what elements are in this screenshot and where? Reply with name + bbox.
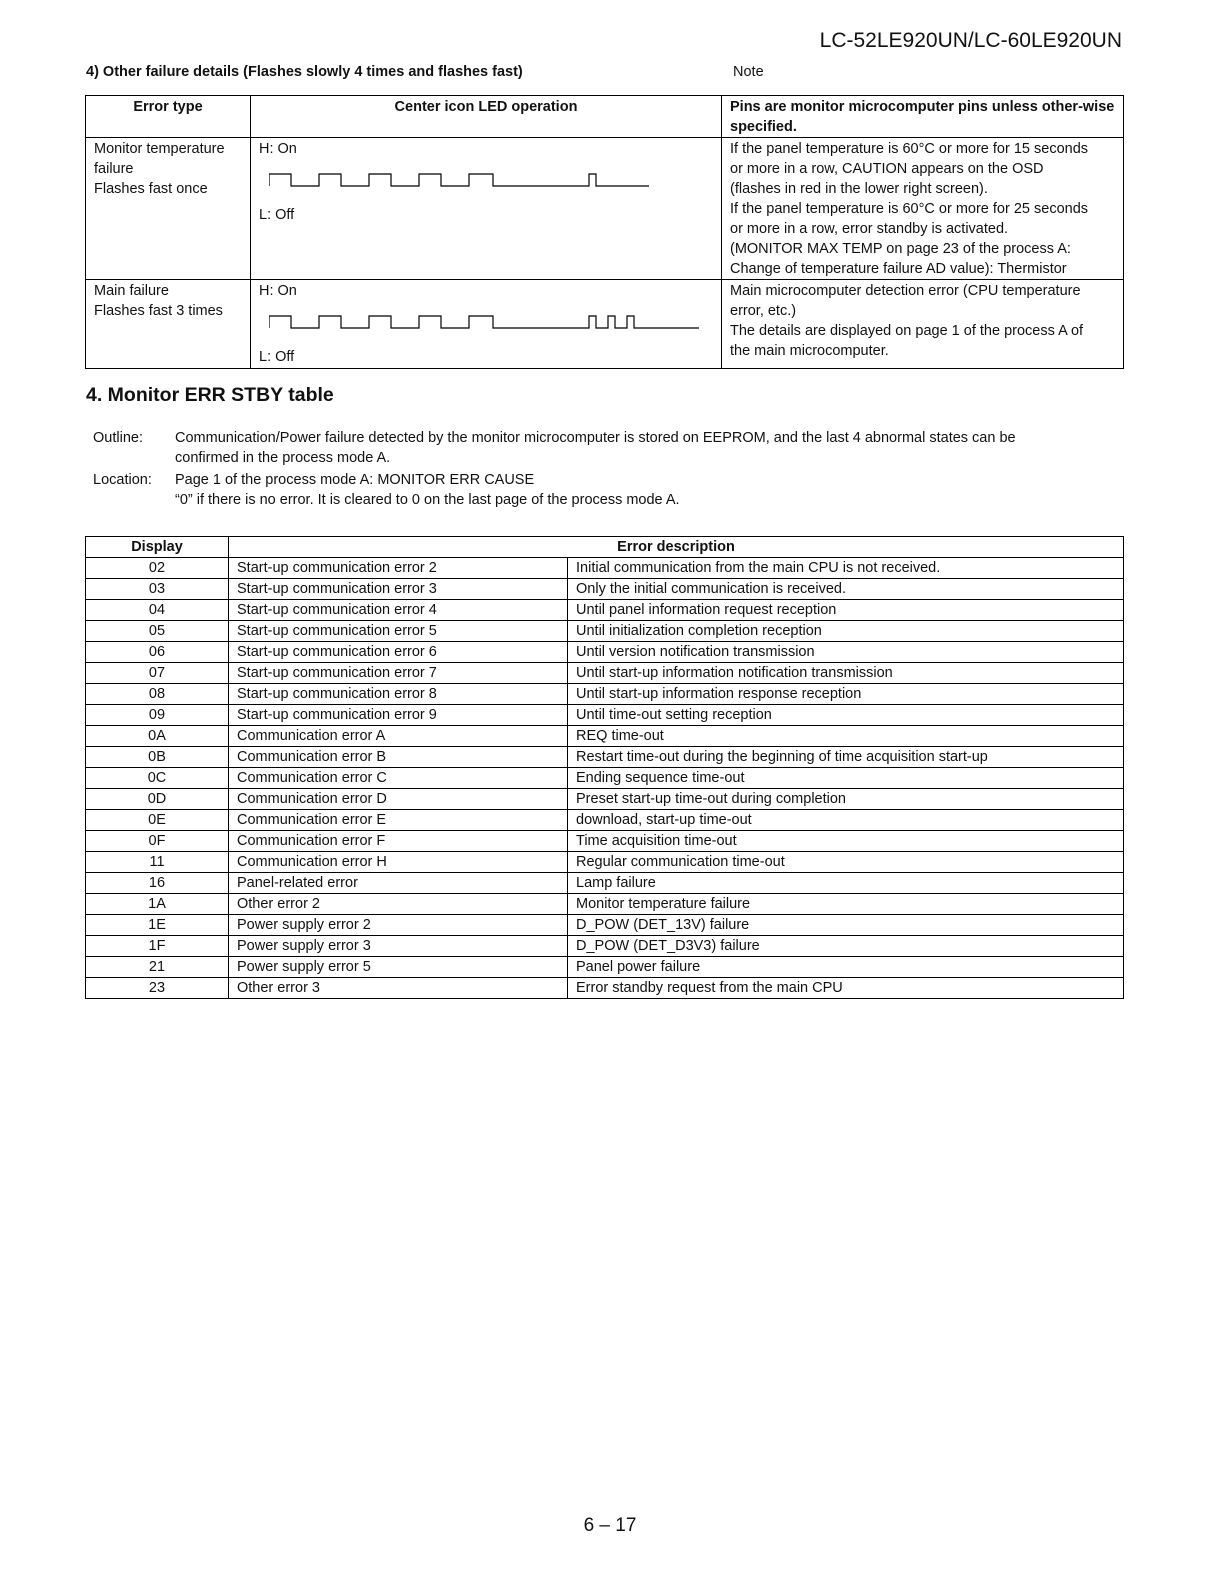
error-description: Restart time-out during the beginning of time acquisition start-up [568,747,1124,768]
error-description: Monitor temperature failure [568,894,1124,915]
error-code: 03 [86,579,229,600]
err-table-row [86,852,1124,873]
error-name: Power supply error 3 [229,936,568,957]
err-table-row [86,663,1124,684]
error-type-line: Flashes fast 3 times [94,303,223,319]
err-table-row [86,705,1124,726]
err-table-row [86,642,1124,663]
note-cell [722,138,1124,280]
err-table-row [86,579,1124,600]
error-code: 05 [86,621,229,642]
note-line: If the panel temperature is 60°C or more for 25 seconds [730,201,1089,217]
document-model-header: LC-52LE920UN/LC-60LE920UN [819,29,1122,52]
error-code: 21 [86,957,229,978]
err-table-row [86,558,1124,579]
error-code: 06 [86,642,229,663]
note-cell [722,280,1124,369]
err-table-row [86,936,1124,957]
outline-row [93,428,1123,468]
err-table-body [86,558,1124,999]
column-display: Display [86,537,229,558]
error-description: Error standby request from the main CPU [568,978,1124,999]
outline-line: Communication/Power failure detected by the monitor microcomputer is stored on EEPROM, and the last 4 abnormal states can be [175,430,1016,446]
led-operation-cell [251,280,722,369]
err-stby-table [85,536,1124,999]
location-label: Location: [93,472,152,488]
column-error-description: Error description [229,537,1124,558]
note-line: or more in a row, CAUTION appears on the OSD [730,161,1044,177]
error-name: Power supply error 5 [229,957,568,978]
led-operation-cell [251,138,722,280]
error-name: Start-up communication error 3 [229,579,568,600]
err-stby-info [93,428,1123,510]
error-description: Only the initial communication is received. [568,579,1124,600]
error-description: Until start-up information notification transmission [568,663,1124,684]
error-name: Communication error F [229,831,568,852]
error-name: Start-up communication error 9 [229,705,568,726]
note-line: Main microcomputer detection error (CPU temperature [730,283,1081,299]
error-code: 11 [86,852,229,873]
led-high-label: H: On [259,141,297,157]
note-line: Change of temperature failure AD value): Thermistor [730,261,1067,277]
err-table-row [86,831,1124,852]
column-error-type: Error type [86,96,251,138]
error-description: Until version notification transmission [568,642,1124,663]
error-code: 0E [86,810,229,831]
error-code: 09 [86,705,229,726]
error-description: Time acquisition time-out [568,831,1124,852]
err-table-header-row [86,537,1124,558]
failure-row-monitor-temperature [86,138,1124,280]
error-code: 0B [86,747,229,768]
location-line: Page 1 of the process mode A: MONITOR ERR CAUSE [175,472,535,488]
error-name: Start-up communication error 4 [229,600,568,621]
error-code: 0D [86,789,229,810]
error-code: 1F [86,936,229,957]
err-table-row [86,747,1124,768]
led-waveform-line [269,174,649,186]
err-table-row [86,621,1124,642]
err-stby-section-title: 4. Monitor ERR STBY table [86,384,334,406]
outline-label: Outline: [93,430,143,446]
location-text [175,470,1123,510]
error-code: 02 [86,558,229,579]
error-type-line: failure [94,161,134,177]
column-note: Pins are monitor microcomputer pins unless other-wise specified. [722,96,1124,138]
error-name: Start-up communication error 2 [229,558,568,579]
error-name: Start-up communication error 8 [229,684,568,705]
error-code: 1A [86,894,229,915]
err-table-row [86,810,1124,831]
err-table-row [86,768,1124,789]
err-table-row [86,726,1124,747]
led-waveform [269,314,699,334]
error-name: Panel-related error [229,873,568,894]
error-description: Until panel information request reception [568,600,1124,621]
error-description: Ending sequence time-out [568,768,1124,789]
error-name: Communication error H [229,852,568,873]
led-waveform [269,172,649,192]
error-type-line: Main failure [94,283,169,299]
error-name: Start-up communication error 7 [229,663,568,684]
err-table-row [86,684,1124,705]
note-line: (flashes in red in the lower right screen). [730,181,988,197]
failure-row-main [86,280,1124,369]
error-name: Communication error A [229,726,568,747]
outline-line: confirmed in the process mode A. [175,450,391,466]
led-low-label: L: Off [259,207,295,223]
error-description: Preset start-up time-out during completion [568,789,1124,810]
error-name: Other error 2 [229,894,568,915]
note-line: If the panel temperature is 60°C or more for 15 seconds [730,141,1089,157]
failure-details-table [85,95,1124,369]
error-type-line: Flashes fast once [94,181,208,197]
error-name: Communication error B [229,747,568,768]
error-code: 16 [86,873,229,894]
err-table-row [86,873,1124,894]
error-code: 07 [86,663,229,684]
error-code: 0F [86,831,229,852]
column-led-operation: Center icon LED operation [251,96,722,138]
err-table-row [86,600,1124,621]
error-name: Communication error D [229,789,568,810]
error-name: Start-up communication error 6 [229,642,568,663]
error-description: Until initialization completion reception [568,621,1124,642]
note-line: the main microcomputer. [730,343,889,359]
error-description: Initial communication from the main CPU is not received. [568,558,1124,579]
error-name: Power supply error 2 [229,915,568,936]
note-line: The details are displayed on page 1 of the process A of [730,323,1084,339]
error-type-line: Monitor temperature [94,141,225,157]
error-description: D_POW (DET_13V) failure [568,915,1124,936]
error-description: D_POW (DET_D3V3) failure [568,936,1124,957]
note-line: or more in a row, error standby is activated. [730,221,1009,237]
note-line: error, etc.) [730,303,797,319]
error-description: download, start-up time-out [568,810,1124,831]
error-name: Communication error C [229,768,568,789]
error-code: 04 [86,600,229,621]
err-table-row [86,894,1124,915]
error-code: 23 [86,978,229,999]
failure-table-header-row [86,96,1124,138]
led-low-label: L: Off [259,349,295,365]
location-row [93,470,1123,510]
error-name: Communication error E [229,810,568,831]
error-description: Until time-out setting reception [568,705,1124,726]
err-table-row [86,957,1124,978]
page-number: 6 – 17 [583,1515,637,1536]
error-code: 08 [86,684,229,705]
error-description: Regular communication time-out [568,852,1124,873]
led-waveform-line [269,316,699,328]
error-type-cell [86,280,251,369]
err-table-row [86,789,1124,810]
err-table-row [86,978,1124,999]
led-high-label: H: On [259,283,297,299]
error-code: 1E [86,915,229,936]
error-description: Until start-up information response reception [568,684,1124,705]
error-description: Panel power failure [568,957,1124,978]
error-code: 0A [86,726,229,747]
error-type-cell [86,138,251,280]
error-description: REQ time-out [568,726,1124,747]
location-line: “0” if there is no error. It is cleared to 0 on the last page of the process mode A. [175,492,680,508]
note-label: Note [733,64,764,80]
error-name: Start-up communication error 5 [229,621,568,642]
error-name: Other error 3 [229,978,568,999]
failure-section-title: 4) Other failure details (Flashes slowly 4 times and flashes fast) [86,64,523,80]
note-line: (MONITOR MAX TEMP on page 23 of the process A: [730,241,1071,257]
error-description: Lamp failure [568,873,1124,894]
outline-text [175,428,1123,468]
error-code: 0C [86,768,229,789]
err-table-row [86,915,1124,936]
